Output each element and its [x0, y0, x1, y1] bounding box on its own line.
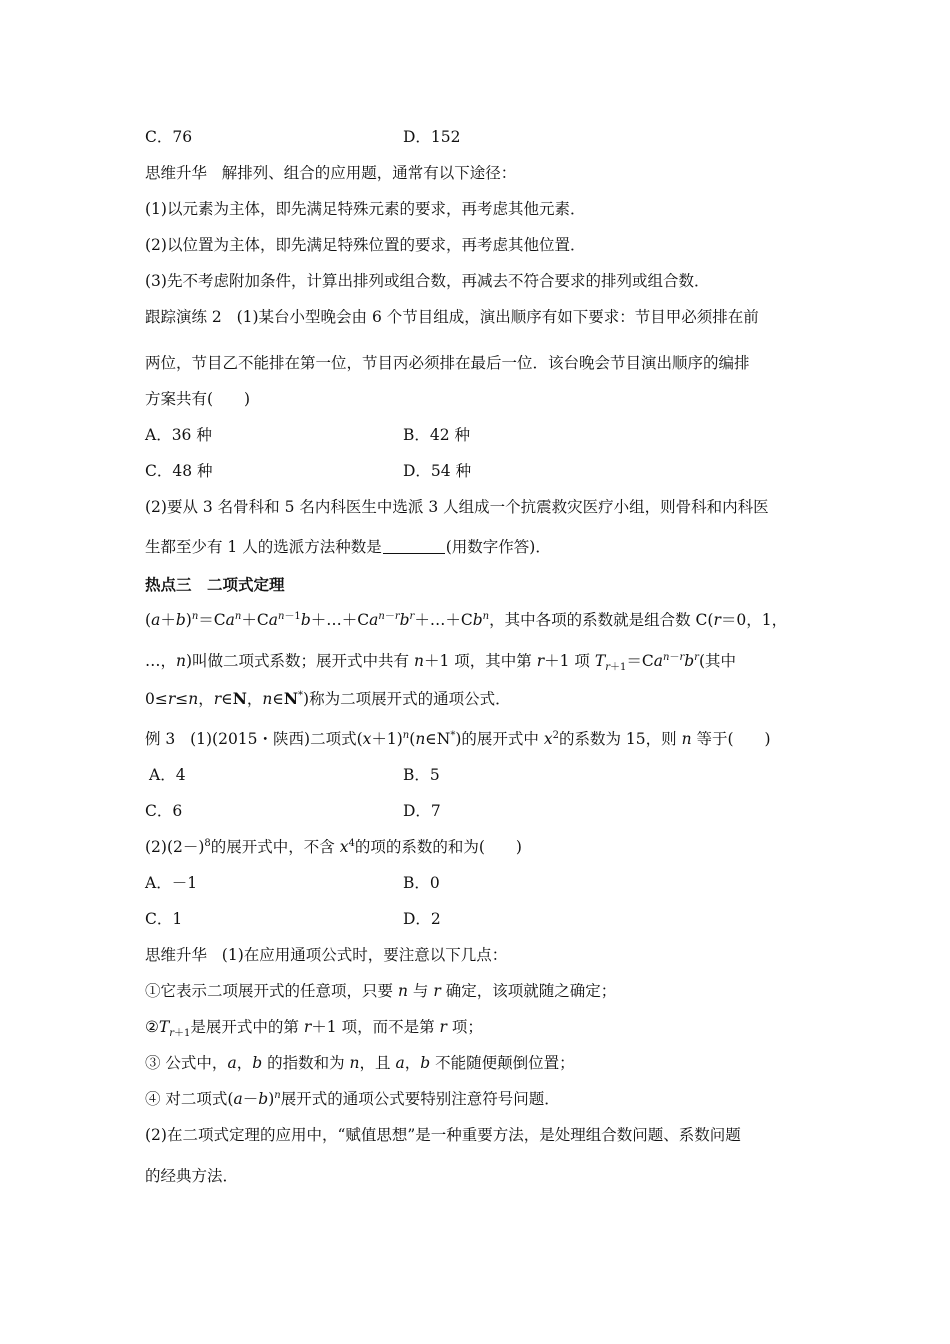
- tip2-point-5: (2)在二项式定理的应用中，“赋值思想”是一种重要方法，是处理组合数问题、系数问题: [145, 1126, 741, 1144]
- option-d: D．7: [403, 802, 441, 820]
- tip2-intro: 思维升华 (1)在应用通项公式时，要注意以下几点：: [145, 946, 508, 964]
- practice2-q2-line-1: (2)要从 3 名骨科和 5 名内科医生中选派 3 人组成一个抗震救灾医疗小组，则骨科和内科医: [145, 498, 769, 516]
- option-c: C．76: [145, 128, 193, 146]
- tip1-item-2: (2)以位置为主体，即先满足特殊位置的要求，再考虑其他位置．: [145, 236, 586, 254]
- tip2-point-2: $②T_{r+1}$是展开式中的第 r＋1 项，而不是第 r 项；: [145, 1018, 483, 1040]
- tip2-point-3: ③ 公式中，a，b 的指数和为 n，且 a，b 不能随便颠倒位置；: [145, 1054, 575, 1072]
- option-b: B．0: [403, 874, 440, 892]
- practice2-line-2: 两位，节目乙不能排在第一位，节目丙必须排在最后一位．该台晚会节目演出顺序的编排: [145, 354, 750, 372]
- option-a: A．36 种: [145, 426, 212, 444]
- tip2-title: 思维升华: [145, 946, 208, 964]
- section-heading: 热点三 二项式定理: [145, 576, 285, 594]
- tip1-item-3: (3)先不考虑附加条件，计算出排列或组合数，再减去不符合要求的排列或组合数．: [145, 272, 710, 290]
- tip1-title: 思维升华: [145, 164, 208, 182]
- option-a: A．4: [149, 766, 186, 784]
- binomial-theorem-line-3: 0≤r≤n，r∈N，n∈N*)称为二项展开式的通项公式．: [145, 689, 511, 708]
- tip2-point-1: ①它表示二项展开式的任意项，只要 n 与 r 确定，该项就随之确定；: [145, 982, 617, 1000]
- practice2-line-1: 跟踪演练 2 (1)某台小型晚会由 6 个节目组成，演出顺序有如下要求：节目甲必须排在前: [145, 308, 759, 326]
- option-c: C．6: [145, 802, 183, 820]
- option-d: D．54 种: [403, 462, 472, 480]
- tip2-point-6: 的经典方法．: [145, 1167, 239, 1185]
- tip1-item-1: (1)以元素为主体，即先满足特殊元素的要求，再考虑其他元素．: [145, 200, 586, 218]
- example3-title: 例 3: [145, 730, 176, 748]
- tip2-point-4: ④ 对二项式$(a-b)^n$展开式的通项公式要特别注意符号问题．: [145, 1089, 560, 1108]
- answer-blank: [383, 539, 445, 554]
- option-c: C．48 种: [145, 462, 213, 480]
- option-d: D．2: [403, 910, 441, 928]
- option-a: A．－1: [145, 874, 198, 892]
- binomial-theorem-line-1: $(a+b)^n=Ca^n+Ca^{n-1}b+\dots+Ca^{n-r}b^r+\dots+Cb^n$，其中各项的系数就是组合数 C(r＝0，1，: [145, 610, 788, 629]
- option-d: D．152: [403, 128, 461, 146]
- practice2-q2-line-2: 生都至少有 1 人的选派方法种数是 (用数字作答)．: [145, 538, 551, 556]
- binomial-theorem-line-2: …，n)叫做二项式系数；展开式中共有 n＋1 项，其中第 r＋1 项 $T_{r+1}=Ca^{n-r}b^r$(其中: [145, 651, 737, 674]
- practice2-line-3: 方案共有( ): [145, 390, 251, 408]
- option-c: C．1: [145, 910, 183, 928]
- tip1-intro: 思维升华 解排列、组合的应用题，通常有以下途径：: [145, 164, 517, 182]
- example3-q1: 例 3 (1)(2015・陕西)二项式$(x+1)^n(n\in N^*)$的展开式中 $x^2$的系数为 15，则 n 等于( ): [145, 729, 771, 748]
- option-b: B．5: [403, 766, 440, 784]
- example3-q2: $(2)(2-)^8$的展开式中，不含 $x^4$的项的系数的和为( ): [145, 837, 522, 856]
- practice2-title: 跟踪演练 2: [145, 308, 222, 326]
- option-b: B．42 种: [403, 426, 471, 444]
